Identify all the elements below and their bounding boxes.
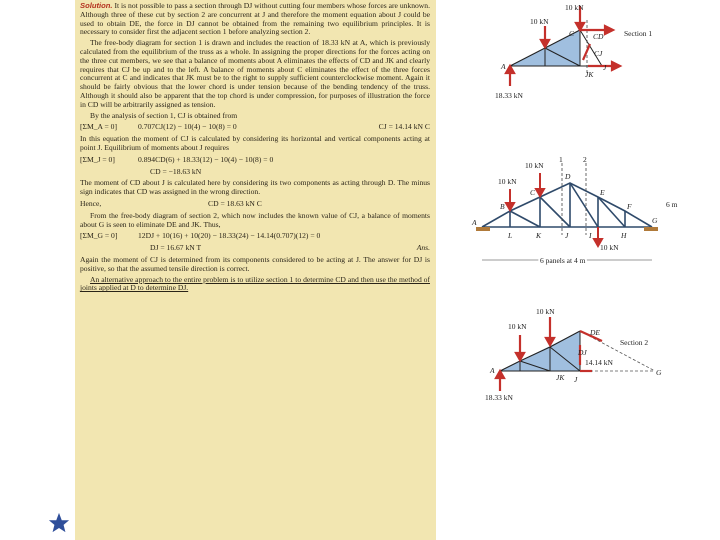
load-arrow-top-2-head [546,338,554,345]
fig3-section-label: Section 2 [620,338,649,347]
paragraph-8: An alternative approach to the entire problem is to utilize section 1 to determine CD and then use the method of joints applied at D to determine DJ. [80,274,430,293]
solution-label: Solution. [80,1,113,10]
equation-2-result: CD = −18.63 kN [150,166,202,176]
fig2-load-b: 10 kN [498,177,517,186]
fig2-label-h: H [621,231,627,240]
member-cj [540,197,570,227]
fig2-load-i: 10 kN [600,243,619,252]
fig2-label-f: F [627,202,632,211]
jk-arrow-head [612,62,620,70]
member-bk [510,211,540,227]
equation-1: [ΣM_A = 0] 0.707CJ(12) − 10(4) − 10(8) = 0 CJ = 14.14 kN C [80,122,430,132]
fig1-label-a: A [501,62,506,71]
fig3-load-top: 10 kN [536,307,555,316]
fig3-label-dj: DJ [578,348,587,357]
fig2-section-2: 2 [583,155,587,164]
support-right [644,227,658,231]
paragraph-3: By the analysis of section 1, CJ is obtained from [90,110,238,120]
equation-3-result: DJ = 16.67 kN T Ans. [150,243,430,253]
load-arrow-left-2-head [516,353,524,360]
fig1-label-j: J [603,63,607,72]
equation-3: [ΣM_G = 0] 12DJ + 10(16) + 10(20) − 18.33(24) − 14.14(0.707)(12) = 0 [80,231,321,241]
fig3-reaction: 18.33 kN [485,393,513,402]
cd-arrow-head [605,26,613,34]
fig3-label-g: G [656,368,662,377]
fig3-cj-value: 14.14 kN [585,358,613,367]
fig3-load-left: 10 kN [508,322,527,331]
fig3-label-a: A [490,366,495,375]
fig2-label-b: B [500,202,505,211]
paragraph-5: The moment of CD about J is calculated here by considering its two components as acting through D. The minus sign indicates that CD was assigned in the wrong direction. [80,178,430,197]
fig3-label-jk: JK [556,373,565,382]
paragraph-1: Solution. It is not possible to pass a section through DJ without cutting four members whose forces are unknown. Although three of these cut by section 2 are concurrent at J and therefore the moment equation about J could be used to obtain DE, the force in DJ cannot be obtained from the remaining two equilibrium principles. It is necessary to consider first the adjacent section 1 before analyzing section 2. [80,1,430,37]
hence-line: Hence, CD = 18.63 kN C [80,198,262,208]
fig1-label-jk: JK [585,70,594,79]
fig2-section-1: 1 [559,155,563,164]
fig1-load-left: 10 kN [530,17,549,26]
fig1-reaction: 18.33 kN [495,91,523,100]
paragraph-6: From the free-body diagram of section 2, which now includes the known value of CJ, a balance of moments about G is seen to eliminate DE and JK. Thus, [80,210,430,229]
equation-2: [ΣM_J = 0] 0.894CD(6) + 18.33(12) − 10(4) − 10(8) = 0 [80,154,274,164]
fig2-label-l: L [508,231,513,240]
fig1-load-top: 10 kN [565,3,584,12]
paragraph-4: In this equation the moment of CJ is calculated by considering its horizontal and vertical components acting at point J. Equilibrium of moments about J requires [80,134,430,152]
full-truss-diagram [470,155,710,273]
fig1-label-cj: CJ [594,49,603,58]
fig2-label-k: K [536,231,542,240]
fig2-label-d: D [565,172,571,181]
fig2-label-a: A [472,218,477,227]
fig2-label-j: J [565,231,569,240]
fig2-height: 6 m [666,200,678,209]
fig2-label-i: I [589,231,592,240]
section-2-free-body-diagram [480,305,720,405]
star-icon[interactable] [48,512,70,534]
fig1-section-label: Section 1 [624,29,653,38]
fig2-label-g: G [652,216,658,225]
member-eh [598,197,625,227]
reaction-arrow-head [506,66,514,73]
fig3-label-de: DE [590,328,600,337]
fig1-label-cd: CD [593,32,604,41]
fig2-label-e: E [600,188,605,197]
solution-text [80,2,430,295]
fig3-label-j: J [574,375,578,384]
fig2-label-c: C [530,188,536,197]
fig2-load-c: 10 kN [525,161,544,170]
cj-arrow [583,44,590,60]
fig2-panels: 6 panels at 4 m [540,256,586,265]
paragraph-2: The free-body diagram for section 1 is drawn and includes the reaction of 18.33 kN at A, which is previously calculated from the equilibrium of the truss as a whole. In assigning the proper directions for the forces acting on the three cut members, we see that a balance of moments about A eliminates the effects of CD and JK and clearly requires that CJ be up and to the left. A balance of moments about C eliminates the effect of the three forces concurrent at C and indicates that JK must be to the right to supply sufficient counterclockwise moment. Again it should be fairly obvious that the lower chord is under tension because of the bending tendency of the truss. Although it should also be apparent that the top chord is under compression, for purposes of illustration the force in CD will be arbitrarily assigned as tension. [80,38,430,109]
reaction-arrow-2-head [496,371,504,378]
fig1-label-c: C [569,29,575,38]
section-1-free-body-diagram [490,0,720,105]
support-left [476,227,490,231]
paragraph-7: Again the moment of CJ is determined from its components considered to be acting at J. The answer for DJ is positive, so that the assumed tensile direction is correct. [80,254,430,273]
